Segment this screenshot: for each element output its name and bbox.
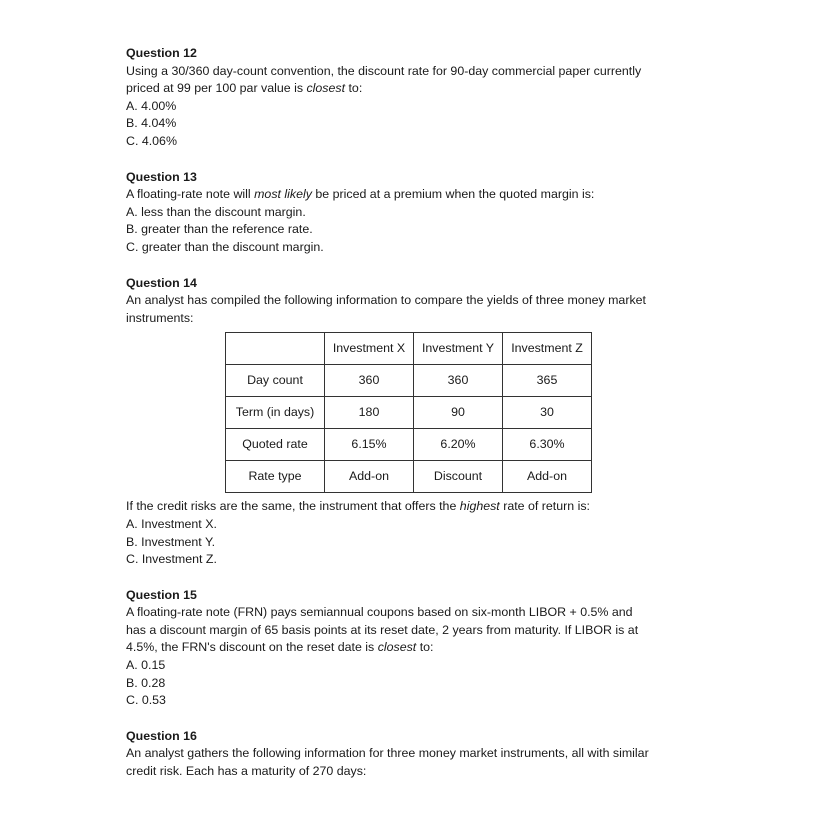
question-text: An analyst gathers the following information for three money market instruments, all with similar <box>126 746 649 761</box>
emphasis-text: closest <box>306 81 346 96</box>
question-title: Question 15 <box>126 587 197 602</box>
answer-option: B. greater than the reference rate. <box>126 222 313 237</box>
answer-option: C. 0.53 <box>126 693 166 708</box>
table-row <box>226 365 592 397</box>
question-text <box>126 639 706 657</box>
table-cell: 6.30% <box>503 429 592 461</box>
table-cell: Day count <box>226 365 325 397</box>
text-span: to: <box>416 640 434 655</box>
question-text: An analyst has compiled the following information to compare the yields of three money market <box>126 293 646 308</box>
answer-option: B. Investment Y. <box>126 534 216 549</box>
comparison-table <box>225 332 592 493</box>
table-cell: 180 <box>325 397 414 429</box>
answer-option: C. Investment Z. <box>126 552 217 567</box>
table-cell: Rate type <box>226 461 325 493</box>
table-cell: 6.20% <box>414 429 503 461</box>
text-span: If the credit risks are the same, the instrument that offers the <box>126 499 460 514</box>
question-title: Question 12 <box>126 46 197 60</box>
question-15 <box>126 587 706 710</box>
text-span: to: <box>345 81 363 96</box>
text-span: priced at 99 per 100 par value is <box>126 81 307 96</box>
question-title: Question 13 <box>126 169 197 184</box>
table-cell: Add-on <box>503 461 592 493</box>
text-span: be priced at a premium when the quoted margin is: <box>311 187 595 202</box>
text-span: rate of return is: <box>499 499 590 514</box>
table-header-cell: Investment X <box>325 333 414 365</box>
question-text: has a discount margin of 65 basis points at its reset date, 2 years from maturity. If LIBOR is at <box>126 622 639 637</box>
table-cell: 6.15% <box>325 429 414 461</box>
question-text: credit risk. Each has a maturity of 270 days: <box>126 764 367 779</box>
table-header-row <box>226 333 592 365</box>
question-text: Using a 30/360 day-count convention, the discount rate for 90-day commercial paper currently <box>126 63 642 78</box>
table-cell: Quoted rate <box>226 429 325 461</box>
table-header-cell: Investment Z <box>503 333 592 365</box>
table-row <box>226 429 592 461</box>
table-cell: 360 <box>325 365 414 397</box>
table-cell: Term (in days) <box>226 397 325 429</box>
table-cell: Discount <box>414 461 503 493</box>
table-cell: 365 <box>503 365 592 397</box>
table-row <box>226 461 592 493</box>
question-text: A floating-rate note (FRN) pays semiannual coupons based on six-month LIBOR + 0.5% and <box>126 605 633 620</box>
question-title: Question 16 <box>126 728 197 743</box>
answer-option: B. 0.28 <box>126 675 166 690</box>
question-text: instruments: <box>126 310 194 325</box>
table-header-cell: Investment Y <box>414 333 503 365</box>
text-span: 4.5%, the FRN's discount on the reset date is <box>126 640 378 655</box>
emphasis-text: most likely <box>254 187 312 202</box>
question-text <box>126 80 706 98</box>
question-text <box>126 498 706 516</box>
question-13 <box>126 169 706 257</box>
table-cell: Add-on <box>325 461 414 493</box>
table-cell: 360 <box>414 365 503 397</box>
answer-option: A. Investment X. <box>126 516 217 531</box>
answer-option: C. greater than the discount margin. <box>126 239 324 254</box>
table-row <box>226 397 592 429</box>
question-12 <box>126 45 706 151</box>
answer-option: A. less than the discount margin. <box>126 204 306 219</box>
table-cell: 90 <box>414 397 503 429</box>
question-title: Question 14 <box>126 275 197 290</box>
table-header-cell <box>226 333 325 365</box>
document-page <box>126 45 706 781</box>
emphasis-text: closest <box>377 640 417 655</box>
question-text <box>126 186 706 204</box>
emphasis-text: highest <box>459 499 500 514</box>
table-cell: 30 <box>503 397 592 429</box>
answer-option: C. 4.06% <box>126 133 177 148</box>
answer-option: A. 0.15 <box>126 658 166 673</box>
question-14 <box>126 275 706 569</box>
question-16 <box>126 728 706 781</box>
text-span: A floating-rate note will <box>126 187 255 202</box>
answer-option: B. 4.04% <box>126 116 177 131</box>
answer-option: A. 4.00% <box>126 98 177 113</box>
